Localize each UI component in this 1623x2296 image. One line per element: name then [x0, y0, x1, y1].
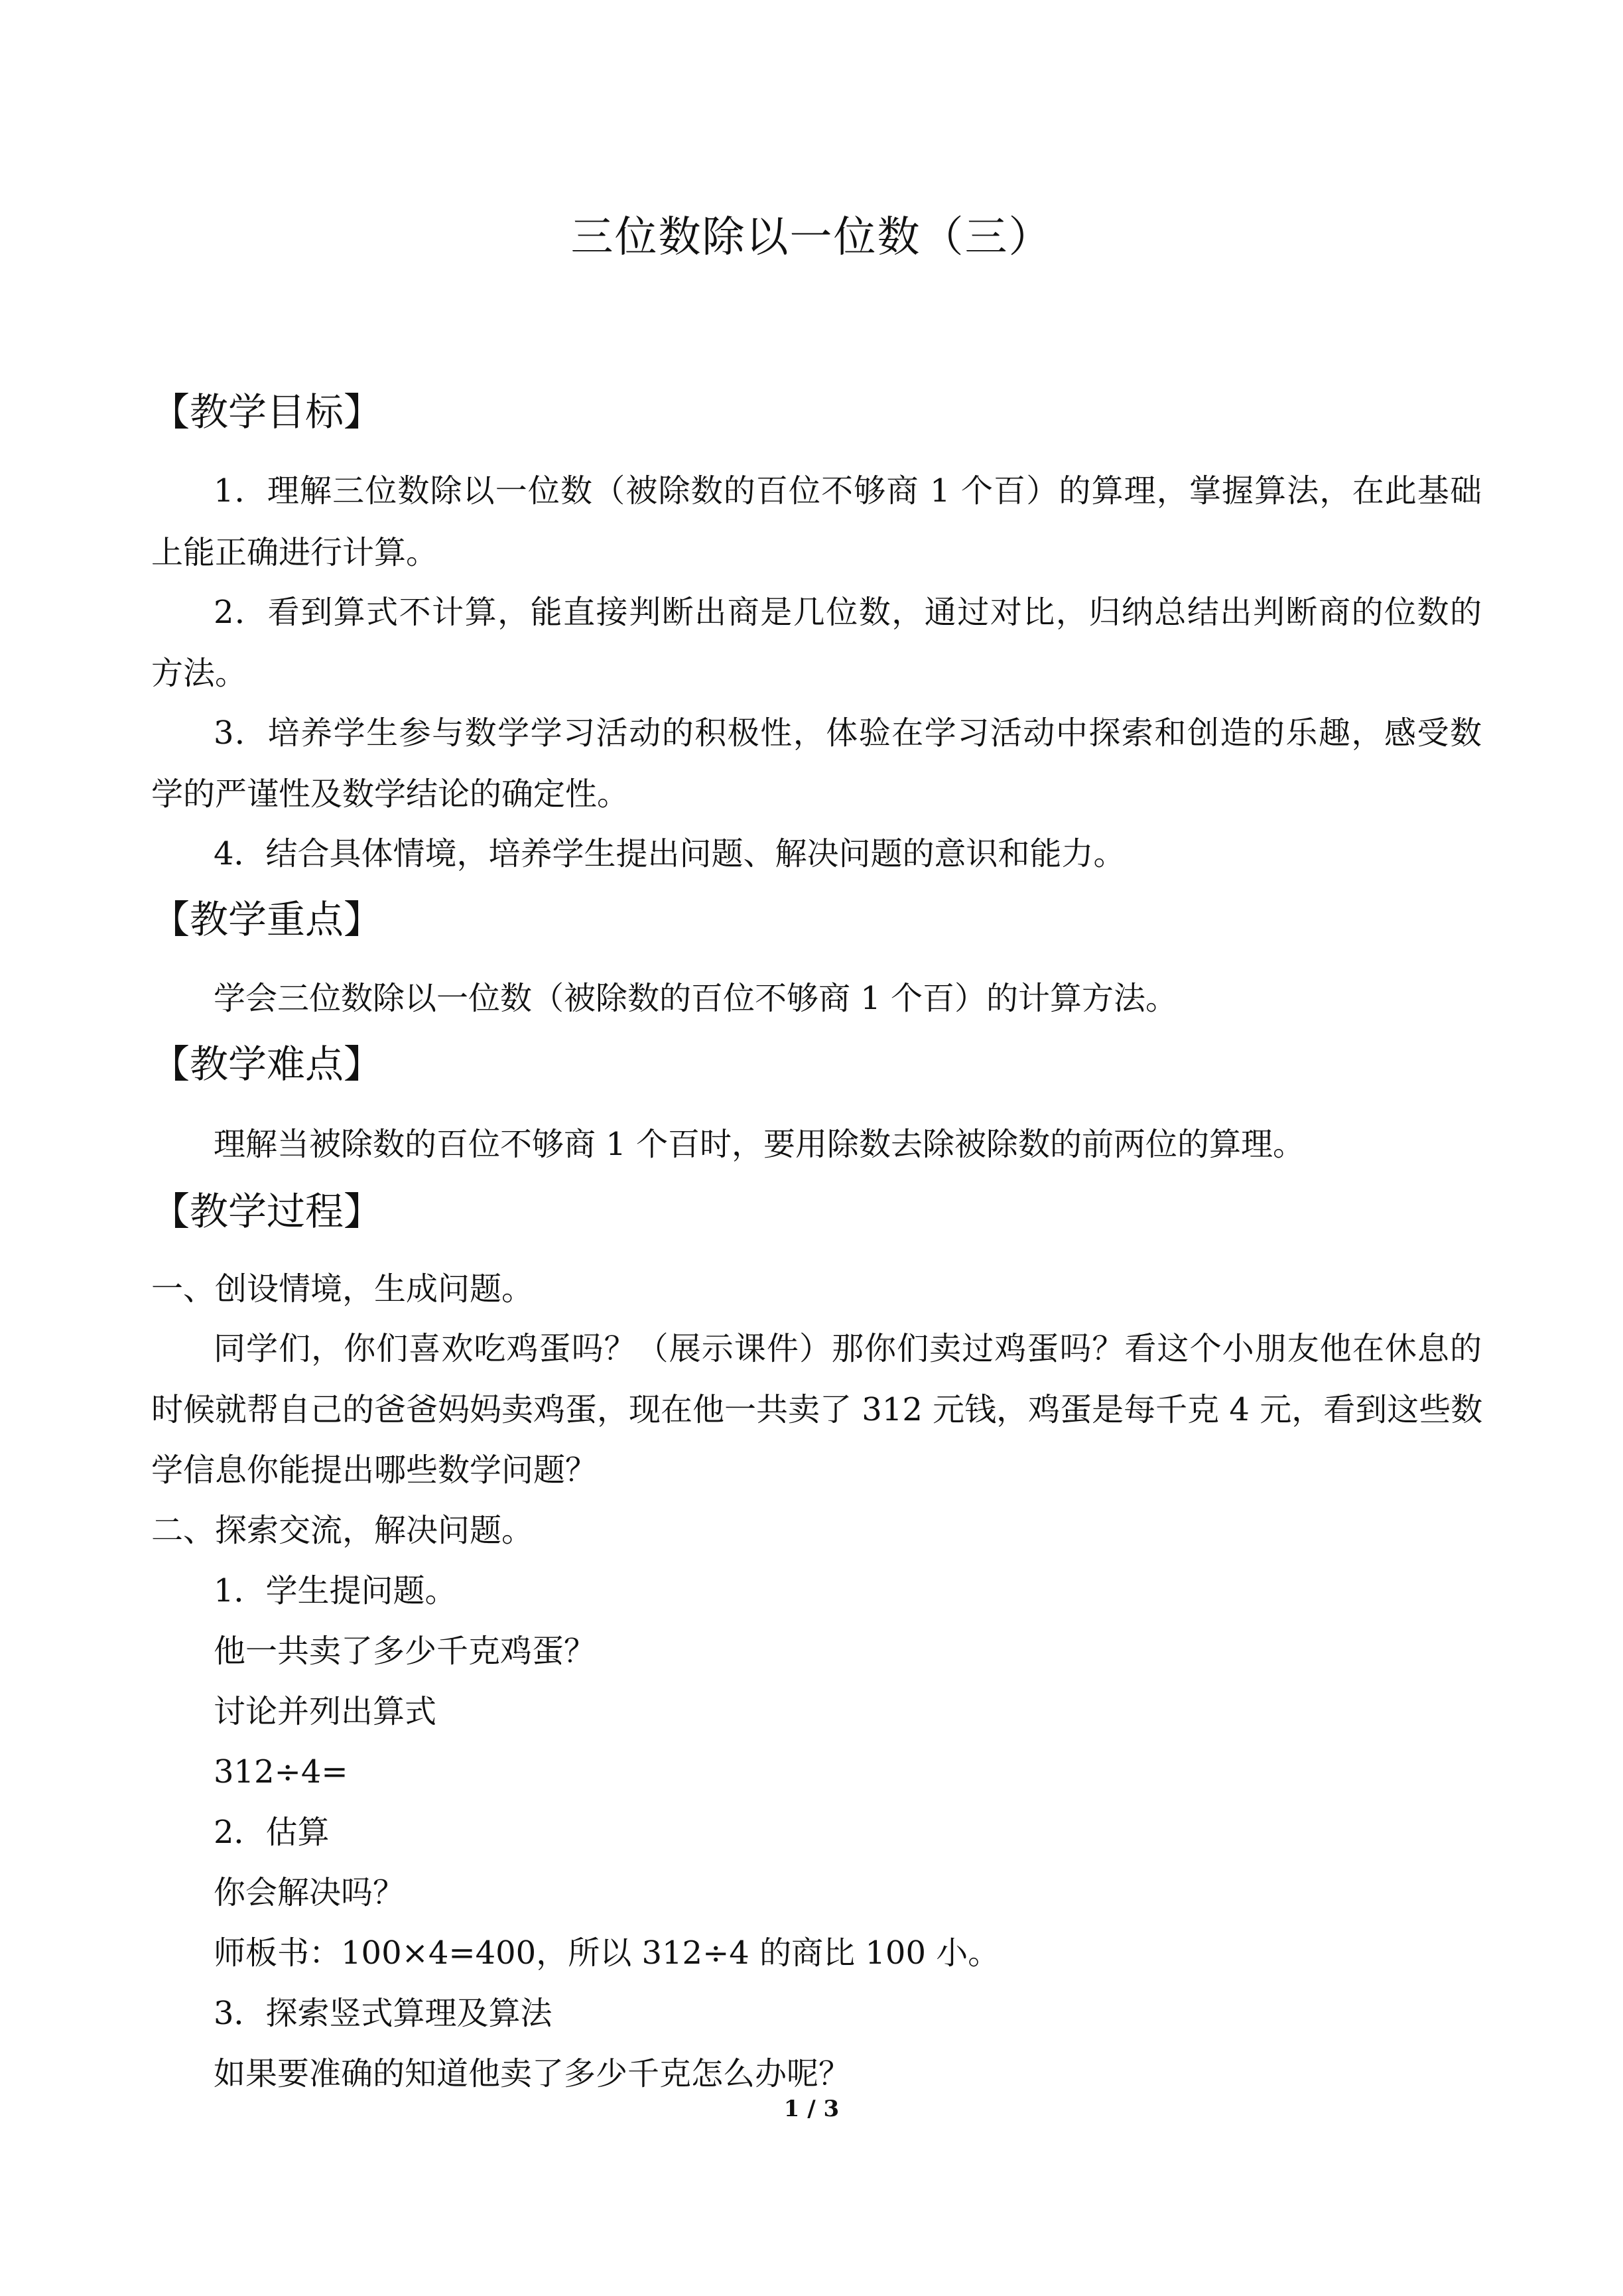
step-1-question: 他一共卖了多少千克鸡蛋？: [214, 1633, 596, 1670]
key-points-heading: 【教学重点】: [151, 897, 383, 942]
goals-heading: 【教学目标】: [151, 389, 383, 435]
difficulty-heading: 【教学难点】: [151, 1042, 383, 1087]
document-title: 三位数除以一位数（三）: [570, 213, 1053, 262]
part-1-line-1: 同学们，你们喜欢吃鸡蛋吗？（展示课件）那你们卖过鸡蛋吗？看这个小朋友他在休息的: [214, 1330, 1482, 1367]
goal-3-line-1: 3．培养学生参与数学学习活动的积极性，体验在学习活动中探索和创造的乐趣，感受数: [214, 714, 1482, 752]
step-2: 2．估算: [214, 1814, 330, 1851]
goal-3-line-2: 学的严谨性及数学结论的确定性。: [151, 776, 629, 813]
difficulty-text: 理解当被除数的百位不够商 1 个百时，要用除数去除被除数的前两位的算理。: [214, 1126, 1305, 1163]
step-1-formula: 312÷4=: [214, 1753, 348, 1790]
goal-4: 4．结合具体情境，培养学生提出问题、解决问题的意识和能力。: [214, 835, 1126, 872]
part-1-line-3: 学信息你能提出哪些数学问题？: [151, 1452, 598, 1489]
step-1: 1．学生提问题。: [214, 1572, 457, 1609]
page-number: 1 / 3: [783, 2096, 840, 2122]
part-1-heading: 一、创设情境，生成问题。: [151, 1270, 534, 1308]
goal-2-line-2: 方法。: [151, 655, 247, 692]
step-2-question: 你会解决吗？: [214, 1874, 405, 1911]
goal-2-line-1: 2．看到算式不计算，能直接判断出商是几位数，通过对比，归纳总结出判断商的位数的: [214, 594, 1482, 631]
step-3: 3．探索竖式算理及算法: [214, 1995, 552, 2032]
key-points-text: 学会三位数除以一位数（被除数的百位不够商 1 个百）的计算方法。: [214, 980, 1178, 1017]
part-1-line-2: 时候就帮自己的爸爸妈妈卖鸡蛋，现在他一共卖了 312 元钱，鸡蛋是每千克 4 元，看到这些数: [151, 1391, 1483, 1428]
process-heading: 【教学过程】: [151, 1189, 383, 1234]
goal-1-line-1: 1．理解三位数除以一位数（被除数的百位不够商 1 个百）的算理，掌握算法，在此基础: [214, 472, 1482, 509]
step-3-question: 如果要准确的知道他卖了多少千克怎么办呢？: [214, 2055, 851, 2092]
step-2-board: 师板书：100×4=400，所以 312÷4 的商比 100 小。: [214, 1934, 1000, 1972]
part-2-heading: 二、探索交流，解决问题。: [151, 1512, 534, 1549]
step-1-discussion: 讨论并列出算式: [214, 1693, 437, 1730]
goal-1-line-2: 上能正确进行计算。: [151, 534, 438, 571]
